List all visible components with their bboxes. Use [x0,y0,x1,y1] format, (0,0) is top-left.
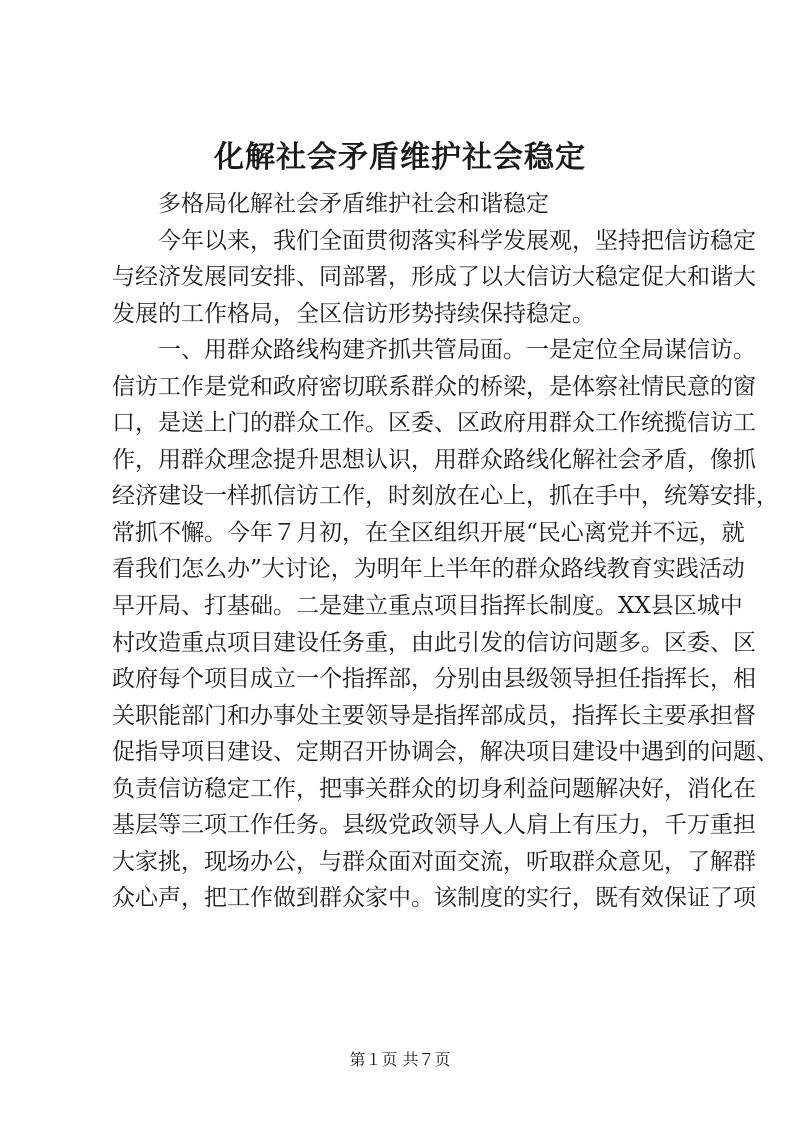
paragraph-line: 关职能部门和办事处主要领导是指挥部成员，指挥长主要承担督 [112,702,756,729]
paragraph-line: 一、用群众路线构建齐抓共管局面。一是定位全局谋信访。 [158,337,756,364]
paragraph-line: 负责信访稳定工作，把事关群众的切身利益问题解决好，消化在 [112,775,756,802]
paragraph-line: 作，用群众理念提升思想认识，用群众路线化解社会矛盾，像抓 [112,446,756,473]
paragraph-line: 基层等三项工作任务。县级党政领导人人肩上有压力，千万重担 [112,812,756,839]
paragraph-line: 早开局、打基础。二是建立重点项目指挥长制度。XX县区城中 [112,593,743,620]
paragraph-line: 今年以来，我们全面贯彻落实科学发展观，坚持把信访稳定 [158,227,756,254]
paragraph-line: 众心声，把工作做到群众家中。该制度的实行，既有效保证了项 [112,885,756,912]
paragraph-line: 常抓不懈。今年７月初，在全区组织开展“民心离党并不远，就 [112,519,745,546]
page-number-footer: 第１页 共７页 [349,1050,451,1069]
document-title: 化解社会矛盾维护社会稳定 [214,140,586,175]
paragraph-line: 多格局化解社会矛盾维护社会和谐稳定 [158,191,549,217]
paragraph-line: 政府每个项目成立一个指挥部，分别由县级领导担任指挥长，相 [112,666,756,693]
paragraph-line: 与经济发展同安排、同部署，形成了以大信访大稳定促大和谐大 [112,264,756,291]
paragraph-line: 经济建设一样抓信访工作，时刻放在心上，抓在手中，统筹安排， [112,483,779,510]
paragraph-line: 发展的工作格局，全区信访形势持续保持稳定。 [112,300,595,327]
paragraph-line: 村改造重点项目建设任务重，由此引发的信访问题多。区委、区 [112,629,756,656]
paragraph-line: 大家挑，现场办公，与群众面对面交流，听取群众意见，了解群 [112,848,756,875]
paragraph-line: 看我们怎么办”大讨论，为明年上半年的群众路线教育实践活动 [112,556,745,583]
paragraph-line: 信访工作是党和政府密切联系群众的桥梁，是体察社情民意的窗 [112,373,756,400]
document-body [112,186,779,917]
paragraph-line: 促指导项目建设、定期召开协调会，解决项目建设中遇到的问题、 [112,739,779,766]
paragraph-line: 口，是送上门的群众工作。区委、区政府用群众工作统揽信访工 [112,410,756,437]
